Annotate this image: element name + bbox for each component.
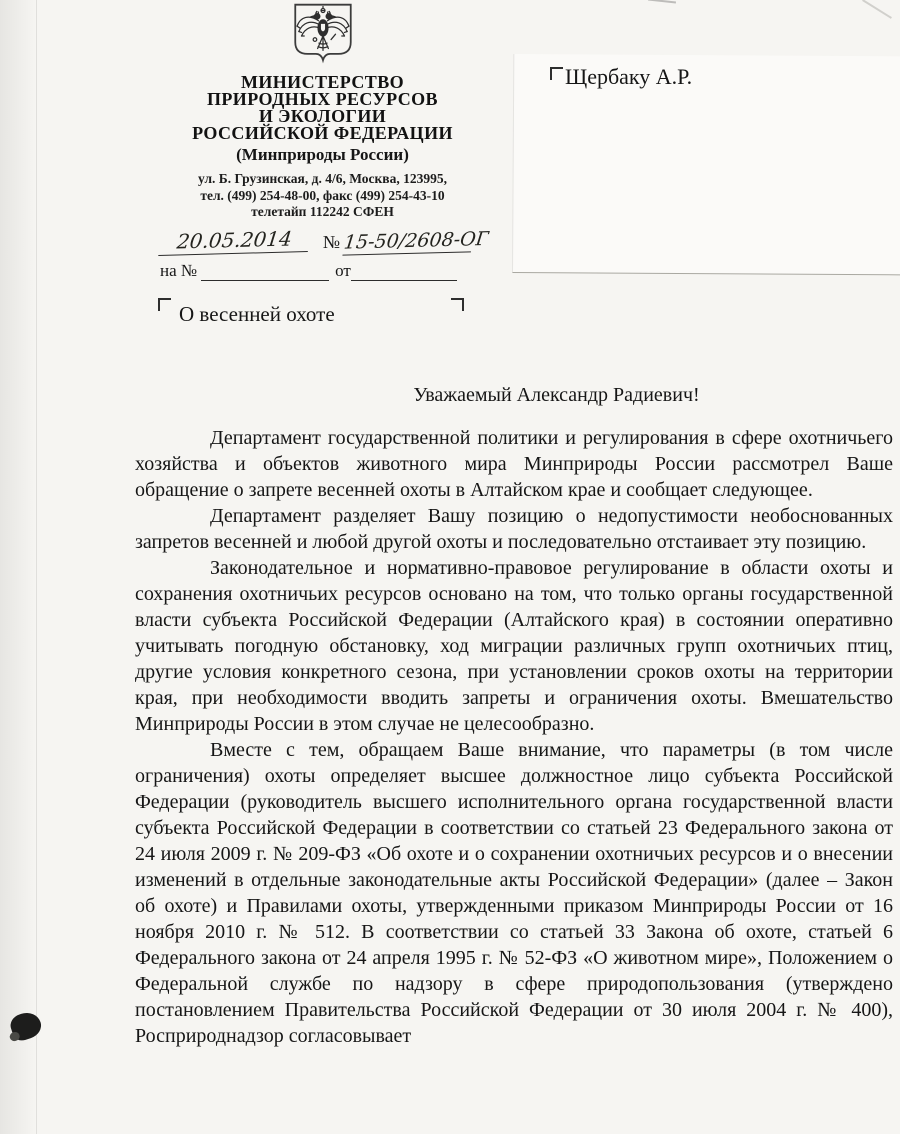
reply-from-blank-line: [351, 262, 457, 281]
body-paragraph: Департамент разделяет Вашу позицию о недопустимости необоснованных запретов весенней и любой другой охоты и последовательно отстаивает эту позицию.: [135, 505, 893, 553]
outgoing-number-field: 15-50/2608-ОГ: [342, 227, 490, 254]
letter-body: [135, 382, 893, 1049]
address-line: тел. (499) 254-48-00, факс (499) 254-43-10: [200, 187, 445, 203]
address-line: телетайп 112242 СФЕН: [251, 204, 394, 219]
ministry-name-line: И ЭКОЛОГИИ: [258, 106, 387, 126]
salutation: Уважаемый Александр Радиевич!: [413, 384, 700, 406]
number-label: №: [322, 232, 340, 252]
scan-corner-mark: [862, 0, 892, 19]
reply-number-blank-line: [201, 262, 329, 281]
date-field: 20.05.2014: [158, 226, 310, 256]
body-paragraph: Вместе с тем, обращаем Ваше внимание, что параметры (в том числе ограничения) охоты определяет высшее должностное лицо субъекта Российской Федерации (руководитель высшего исполнительного органа государственной власти субъекта Российской Федерации в соответствии со статьей 23 Федерального закона от 24 июля 2009 г. № 209-ФЗ «Об охоте и о сохранении охотничьих ресурсов и о внесении изменений в отдельные законодательные акты Российской Федерации» (далее – Закон об охоте) и Правилами охоты, утвержденными приказом Минприроды России от 16 ноября 2010 г. № 512. В соответствии со статьей 33 Закона об охоте, статьей 6 Федерального закона от 24 апреля 1995 г. № 52-ФЗ «О животном мире», Положением о Федеральной службе по надзору в сфере природопользования (утверждено постановлением Правительства Российской Федерации от 30 июля 2004 г. № 400), Росприроднадзор согласовывает: [135, 739, 893, 1047]
ministry-short-name: (Минприроды России): [236, 145, 409, 164]
ministry-name: [150, 74, 495, 142]
ministry-name-line: ПРИРОДНЫХ РЕСУРСОВ: [207, 89, 438, 109]
letterhead: [150, 0, 495, 221]
corner-bracket-icon: [158, 298, 171, 311]
letterhead-address: [150, 171, 495, 221]
page-fold-line: [36, 0, 37, 1134]
coat-of-arms-icon: [289, 2, 357, 70]
addressee-name: Щербаку А.Р.: [565, 64, 693, 89]
corner-bracket-icon: [451, 298, 464, 311]
reference-block: [160, 226, 490, 281]
scan-scratch-mark: [648, 0, 676, 3]
subject-text: О весенней охоте: [179, 302, 335, 326]
address-line: ул. Б. Грузинская, д. 4/6, Москва, 123995,: [198, 171, 447, 186]
date-number-row: [160, 226, 490, 254]
body-paragraph: Законодательное и нормативно-правовое регулирование в области охоты и сохранения охотничьих ресурсов основано на том, что только органы государственной власти субъекта Российской Федерации (Алтайского края) в состоянии оперативно учитывать погодную обстановку, ход миграции различных групп охотничьих птиц, другие условия конкретного сезона, при установлении сроков охоты на территории края, при необходимости вводить запреты и ограничения охоты. Вмешательство Минприроды России в этом случае не целесообразно.: [135, 557, 893, 735]
reply-number-label: на №: [160, 261, 198, 280]
body-paragraph: Департамент государственной политики и регулирования в сфере охотничьего хозяйства и объектов животного мира Минприроды России рассмотрел Ваше обращение о запрете весенней охоты в Алтайском крае и сообщает следующее.: [135, 427, 893, 501]
ministry-name-line: РОССИЙСКОЙ ФЕДЕРАЦИИ: [192, 123, 453, 143]
reply-from-label: от: [335, 261, 351, 280]
subject-block: [158, 295, 464, 327]
ministry-name-line: МИНИСТЕРСТВО: [240, 72, 405, 92]
corner-bracket-icon: [550, 67, 563, 80]
reply-reference-row: [160, 261, 472, 281]
addressee-block: [550, 64, 692, 90]
scan-left-shading: [0, 0, 36, 1134]
